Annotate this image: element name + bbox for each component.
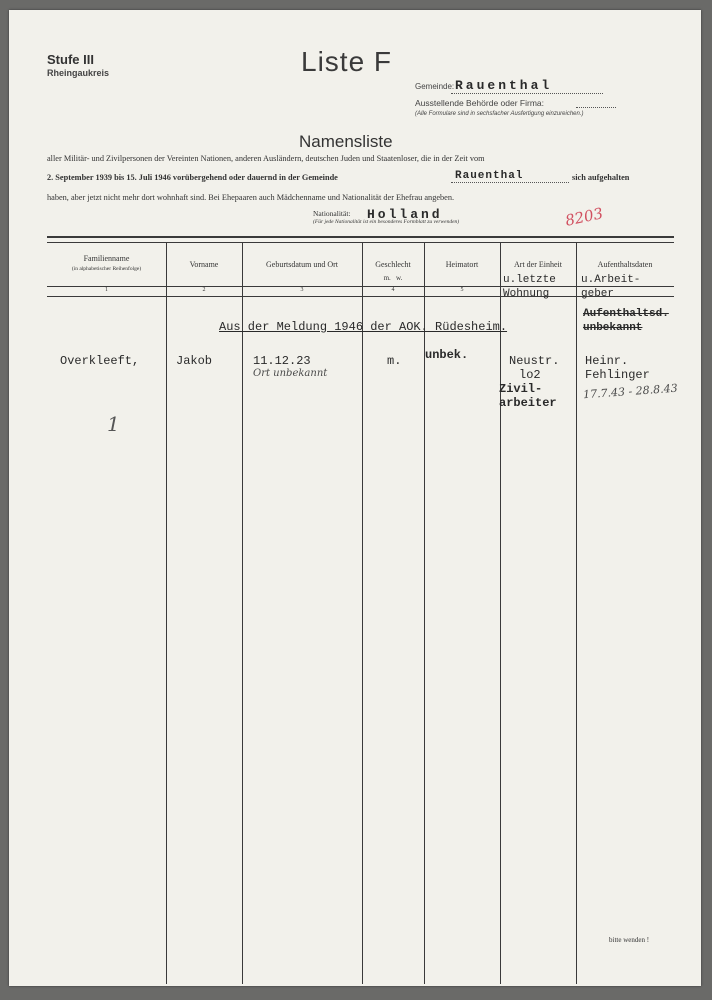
row-aufenthalt-1: Heinr.: [585, 354, 629, 368]
col-einheit-typed-1: u.letzte: [503, 274, 556, 286]
page-title: Liste F: [301, 46, 393, 77]
row-vorname: Jakob: [176, 354, 213, 368]
table-number-rule: [47, 296, 674, 297]
bitte-wenden: bitte wenden !: [609, 936, 650, 944]
intro-gemeinde: Rauenthal: [455, 170, 524, 182]
col-divider-5: [500, 242, 501, 984]
col-number-2: 2: [202, 287, 206, 293]
intro-line-2b: sich aufgehalten: [572, 173, 630, 182]
col-number-1: 1: [105, 287, 108, 293]
col-aufenthalt-typed-1: u.Arbeit-: [581, 274, 641, 286]
table-top-rule: [47, 236, 674, 238]
col-header-familienname: Familienname: [83, 254, 130, 263]
row-einheit-4: arbeiter: [499, 396, 557, 410]
intro-line-3: haben, aber jetzt nicht mehr dort wohnhaft sind. Bei Ehepaaren auch Mädchenname und Nationalität der Ehefrau angeben.: [47, 193, 455, 202]
row-aufenthalt-handwritten: 17.7.43 - 28.8.43: [582, 381, 679, 402]
gemeinde-value: Rauenthal: [455, 78, 553, 93]
col-number-5: 5: [460, 287, 464, 293]
nationalitaet-label: Nationalität:: [313, 209, 351, 218]
row-einheit-1: Neustr.: [509, 354, 560, 368]
col-divider-3: [362, 242, 363, 984]
col-number-3: 3: [300, 287, 304, 293]
behoerde-label: Ausstellende Behörde oder Firma:: [415, 98, 544, 108]
nationalitaet-note: (Für jede Nationalität ist ein besonderes Formblatt zu verwenden): [313, 219, 460, 225]
nationalitaet-value: Holland: [367, 207, 443, 222]
kreis-label: Rheingaukreis: [47, 68, 110, 78]
col-header-geburtsdatum: Geburtsdatum und Ort: [266, 260, 338, 269]
gemeinde-label: Gemeinde:: [415, 82, 455, 91]
col-number-4: 4: [391, 287, 395, 293]
col-header-familienname-sub: (in alphabetischer Reihenfolge): [71, 266, 142, 272]
row-geburtsort-handwritten: Ort unbekannt: [253, 368, 328, 379]
row-einheit-2: lo2: [519, 368, 541, 382]
col-header-geschlecht: Geschlecht: [375, 260, 411, 269]
col-divider-6: [576, 242, 577, 984]
row-geschlecht: m.: [387, 354, 402, 368]
red-stamp-number: 8203: [563, 204, 605, 230]
col-aufenthalt-typed-2: geber: [581, 288, 615, 300]
document-page: [9, 10, 701, 986]
aufenthalt-struck-1: Aufenthaltsd.: [583, 308, 669, 320]
col-header-vorname: Vorname: [189, 260, 219, 269]
col-einheit-typed-2: Wohnung: [503, 288, 550, 300]
intro-line-1: aller Militär- und Zivilpersonen der Vereinten Nationen, anderen Ausländern, deutschen Juden und Staatenloser, die in der Zeit vom: [47, 154, 485, 163]
aufenthalt-struck-2: unbekannt: [583, 322, 643, 334]
col-divider-1: [166, 242, 167, 984]
behoerde-note: (Alle Formulare sind in sechsfacher Ausfertigung einzureichen.): [415, 111, 584, 117]
col-divider-2: [242, 242, 243, 984]
margin-mark: 1: [107, 412, 120, 436]
table-top-rule-2: [47, 242, 674, 243]
col-header-geschlecht-sub: m. w.: [383, 274, 403, 282]
col-header-heimatort: Heimatort: [445, 260, 479, 269]
intro-line-2: [47, 173, 338, 182]
row-familienname: Overkleeft,: [60, 354, 140, 368]
row-aufenthalt-2: Fehlinger: [585, 368, 650, 382]
intro-line-2a: 2. September 1939 bis 15. Juli 1946 vorübergehend oder dauernd in der Gemeinde: [47, 173, 338, 182]
col-header-aufenthalt: Aufenthaltsdaten: [597, 260, 653, 269]
row-einheit-3: Zivil-: [499, 382, 543, 396]
col-header-einheit: Art der Einheit: [514, 260, 562, 269]
stufe-label: Stufe III: [47, 52, 94, 67]
row-heimatort: unbek.: [425, 348, 469, 362]
row-geburtsdatum: 11.12.23: [253, 354, 311, 368]
namensliste-title: Namensliste: [299, 132, 393, 151]
meldung-note: Aus der Meldung 1946 der AOK. Rüdesheim.: [219, 320, 508, 334]
